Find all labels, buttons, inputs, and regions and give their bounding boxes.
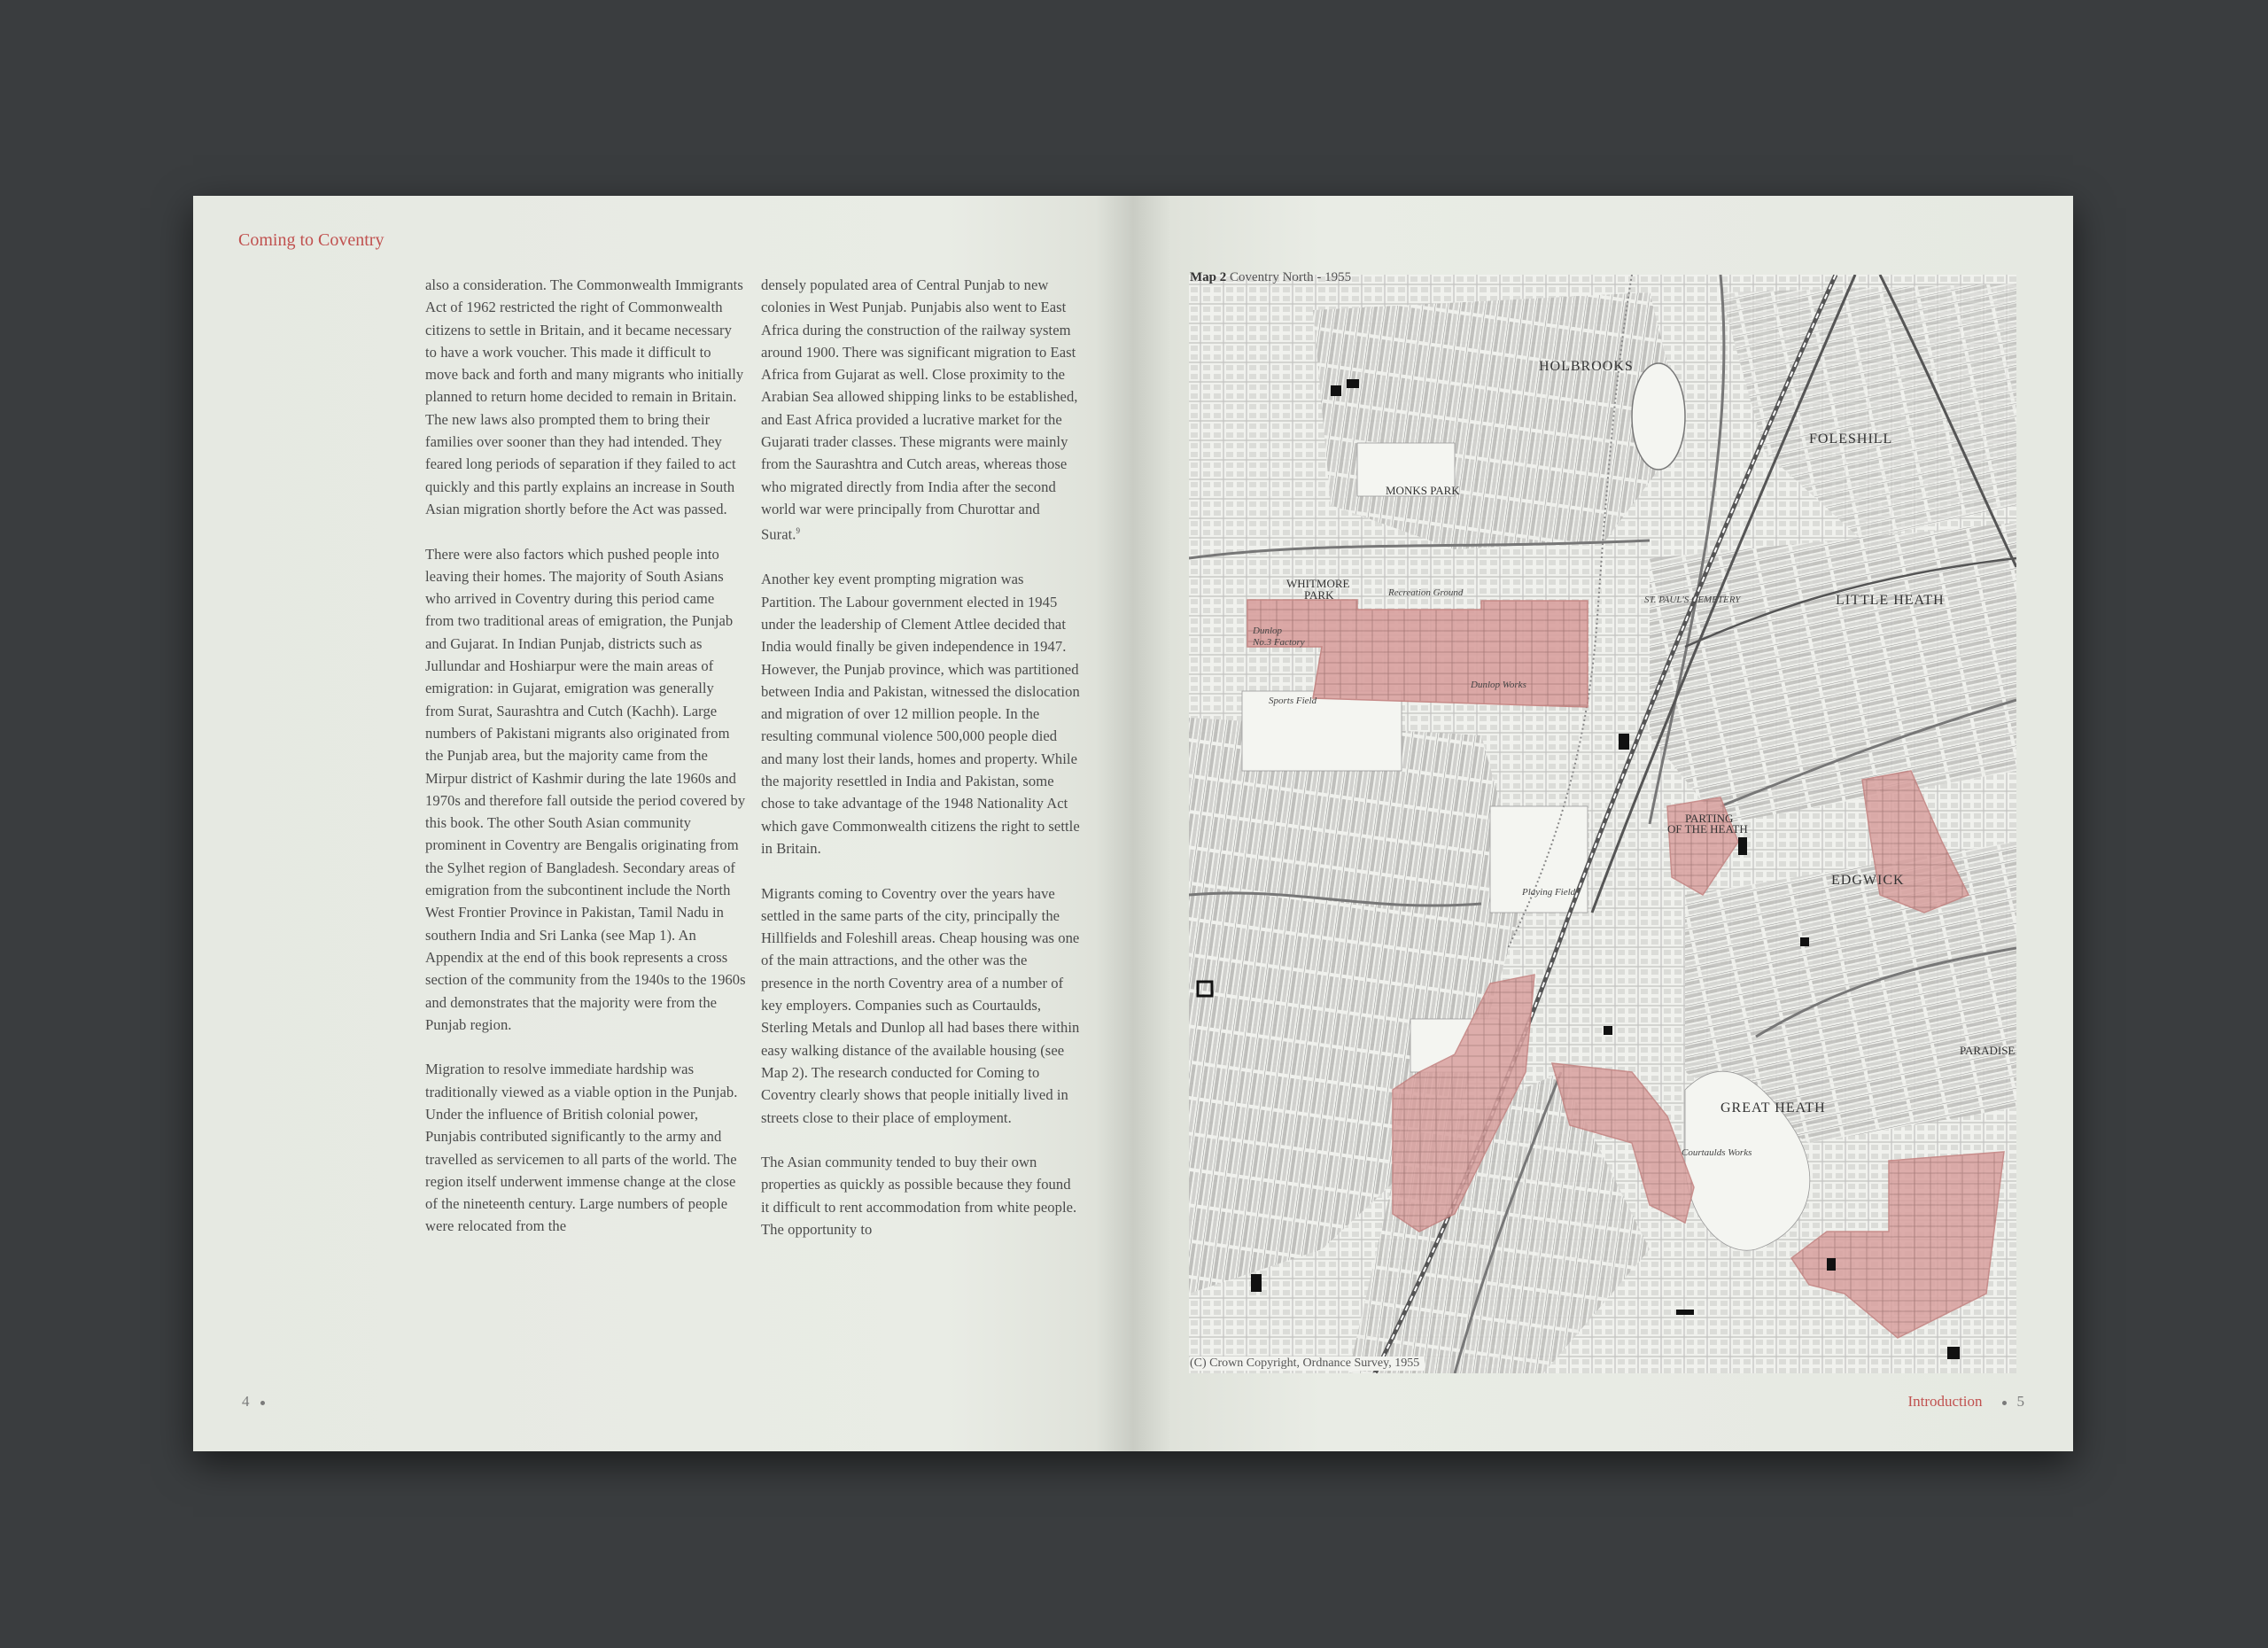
paragraph: The Asian community tended to buy their own properties as quickly as possible because they found it difficult to rent accommodation from white people. The opportunity to [761, 1154, 1077, 1238]
paragraph [761, 274, 1082, 546]
section-name: Introduction [1907, 1393, 1983, 1410]
map-caption [1190, 270, 1351, 285]
folio-right [1907, 1393, 2024, 1411]
label-playing-field: Playing Field [1522, 887, 1576, 898]
left-page [193, 196, 1133, 1451]
place-little-heath: LITTLE HEATH [1836, 593, 1945, 608]
folio-left [242, 1393, 276, 1411]
map-copyright: (C) Crown Copyright, Ordnance Survey, 1955 [1190, 1356, 1425, 1371]
label-recreation-ground: Recreation Ground [1388, 587, 1464, 598]
place-monks-park: MONKS PARK [1386, 484, 1460, 497]
historic-map [1189, 275, 2016, 1373]
place-whitmore: WHITMORE [1286, 577, 1350, 590]
place-park: PARK [1304, 588, 1334, 602]
page-number: 4 [242, 1393, 250, 1410]
footnote-marker: 9 [796, 526, 801, 536]
paragraph: also a consideration. The Commonwealth Immigrants Act of 1962 restricted the right of Commonwealth citizens to settle in Britain, and it became necessary to have a work voucher. This made it difficult to move back and forth and many migrants who initially planned to return home decided to remain in Britain. The new laws also prompted them to bring their families over sooner than they had intended. They feared long periods of separation if they failed to act quickly and this partly explains an increase in South Asian migration shortly before the Act was passed. [425, 276, 744, 517]
place-paradise: PARADISE [1960, 1044, 2016, 1057]
label-sports-field: Sports Field [1269, 696, 1317, 706]
map-title: Coventry North - 1955 [1230, 270, 1352, 284]
page-number: 5 [2016, 1393, 2024, 1410]
label-dunlop: Dunlop [1253, 626, 1282, 636]
place-foleshill: FOLESHILL [1809, 431, 1893, 447]
paragraph-text: densely populated area of Central Punjab to new colonies in West Punjab. Punjabis also went to East Africa during the construction of the railway system around 1900. There was significant migration to East Africa from Gujarat as well. Close proximity to the Arabian Sea allowed shipping links to be established, and East Africa provided a lucrative market for the Gujarati trader classes. These migrants were mainly from the Saurashtra and Cutch areas, whereas those who migrated directly from India after the second world war were principally from Churottar and Surat. [761, 276, 1078, 543]
right-page [1133, 196, 2073, 1451]
paragraph: Migration to resolve immediate hardship was traditionally viewed as a viable option in the Punjab. Under the influence of British colonial power, Punjabis contributed significantly to the army and travelled as servicemen to all parts of the world. The region itself underwent immense change at the close of the nineteenth century. Large numbers of people were relocated from the [425, 1061, 738, 1235]
running-head: Coming to Coventry [238, 230, 384, 250]
bullet-icon [260, 1401, 265, 1405]
paragraph: Another key event prompting migration was Partition. The Labour government elected in 1945 under the leadership of Clement Attlee decided that India would finally be given independence in 1947. However, the Punjab province, which was partitioned between India and Pakistan, witnessed the dislocation and migration of over 12 million people. In the resulting communal violence 500,000 people died and many lost their lands, homes and property. While the majority resettled in India and Pakistan, some chose to take advantage of the 1948 Nationality Act which gave Commonwealth citizens the right to settle in Britain. [761, 571, 1080, 857]
text-column-1 [425, 274, 746, 1260]
label-dunlop-no3: No.3 Factory [1253, 637, 1305, 648]
place-edgwick: EDGWICK [1831, 873, 1905, 888]
place-of-the-heath: OF THE HEATH [1667, 822, 1748, 836]
book-spread [193, 196, 2073, 1451]
place-parting: PARTING [1685, 812, 1734, 825]
paragraph: There were also factors which pushed people into leaving their homes. The majority of South Asians who arrived in Coventry during this period came from two traditional areas of emigration, the Punjab and Gujarat. In Indian Punjab, districts such as Jullundar and Hoshiarpur were the main areas of emigration: in Gujarat, emigration was generally from Surat, Saurashtra and Cutch (Kachh). Large numbers of Pakistani migrants also originated from the Punjab area, but the majority came from the Mirpur district of Kashmir during the late 1960s and 1970s and therefore fall outside the period covered by this book. The other South Asian community prominent in Coventry are Bengalis originating from the Sylhet region of Bangladesh. Secondary areas of emigration from the subcontinent include the North West Frontier Province in Pakistan, Tamil Nadu in southern India and Sri Lanka (see Map 1). An Appendix at the end of this book represents a cross section of the community from the 1940s to the 1960s and demonstrates that the majority were from the Punjab region. [425, 545, 746, 1033]
bullet-icon [2002, 1401, 2007, 1405]
text-column-2 [761, 274, 1082, 1263]
paragraph: Migrants coming to Coventry over the years have settled in the same parts of the city, principally the Hillfields and Foleshill areas. Cheap housing was one of the main attractions, and the other was the presence in the north Coventry area of a number of key employers. Companies such as Courtaulds, Sterling Metals and Dunlop all had bases there within easy walking distance of the available housing (see Map 2). The research conducted for Coming to Coventry clearly shows that people initially lived in streets close to their place of employment. [761, 884, 1080, 1126]
map-number: Map 2 [1190, 270, 1227, 284]
label-st-pauls: ST. PAUL'S CEMETERY [1644, 595, 1741, 605]
place-holbrooks: HOLBROOKS [1539, 359, 1634, 374]
label-dunlop-works: Dunlop Works [1471, 680, 1526, 690]
label-courtaulds: Courtaulds Works [1682, 1147, 1752, 1158]
place-great-heath: GREAT HEATH [1720, 1100, 1826, 1116]
